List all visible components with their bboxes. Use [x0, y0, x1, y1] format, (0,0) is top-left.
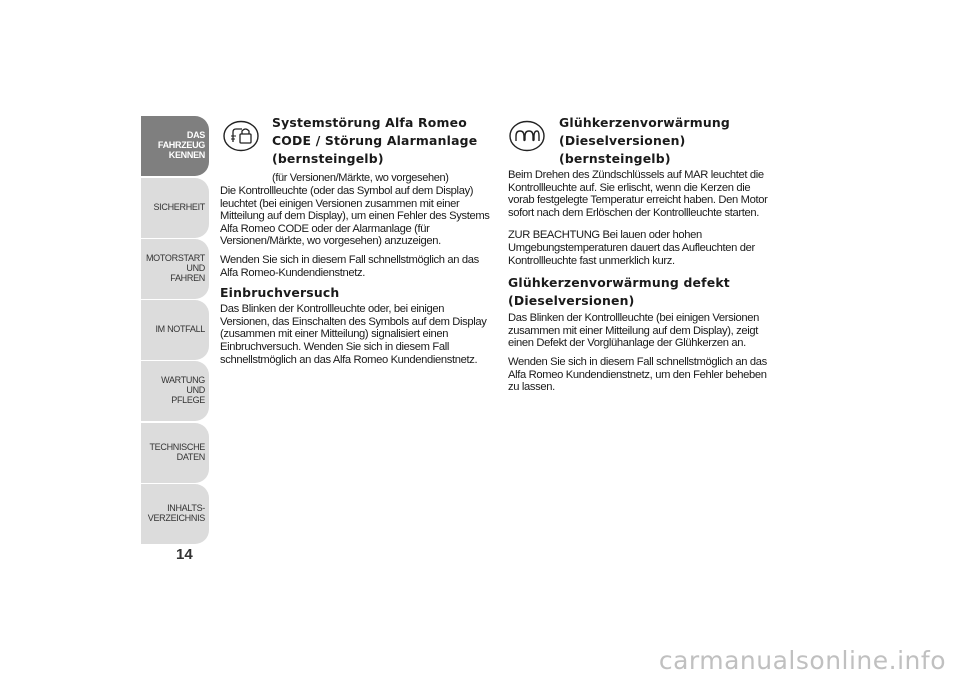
- left-title-block: [272, 117, 492, 185]
- alarm-lock-warning-icon: [222, 120, 260, 152]
- right-title-block: [559, 117, 779, 171]
- section-title-line: (bernsteingelb): [272, 151, 384, 166]
- section-heading-line: (Dieselversionen): [508, 293, 635, 309]
- section-title-line: (Dieselversionen): [559, 133, 686, 148]
- tab-inhaltsverzeichnis[interactable]: INHALTS- VERZEICHNIS: [141, 484, 209, 544]
- section-heading-line: Glühkerzenvorwärmung defekt: [508, 275, 730, 291]
- section-title-line: CODE / Störung Alarmanlage: [272, 133, 478, 148]
- section-title-line: Glühkerzenvorwärmung: [559, 115, 730, 130]
- tab-wartung-und-pflege[interactable]: WARTUNG UND PFLEGE: [141, 361, 209, 421]
- paragraph: Wenden Sie sich in diesem Fall schnellstmöglich an das Alfa Romeo-Kundendienstnetz.: [220, 253, 479, 279]
- page-number: 14: [176, 546, 193, 563]
- section-title-line: Systemstörung Alfa Romeo: [272, 115, 467, 130]
- section-heading: Einbruchversuch: [220, 285, 340, 301]
- section-subtitle: (für Versionen/Märkte, wo vorgesehen): [272, 172, 449, 184]
- glow-plug-icon: [508, 120, 546, 152]
- left-body: [220, 185, 494, 372]
- paragraph: Die Kontrollleuchte (oder das Symbol auf dem Display) leuchtet (bei einigen Versionen zusammen mit einer Mitteilung auf dem Display), um einen Fehler des Systems Alfa Romeo CODE oder der Alarmanlage (für Versionen/Märkte, wo vorgesehen) anzuzeigen.: [220, 185, 490, 248]
- tab-technische-daten[interactable]: TECHNISCHE DATEN: [141, 423, 209, 483]
- paragraph: ZUR BEACHTUNG Bei lauen oder hohen Umgebungstemperaturen dauert das Aufleuchten der Kontrollleuchte fast unmerklich kurz.: [508, 229, 755, 267]
- tab-motorstart-und-fahren[interactable]: MOTORSTART UND FAHREN: [141, 239, 209, 299]
- watermark: carmanualsonline.info: [658, 646, 946, 675]
- tab-das-fahrzeug-kennen[interactable]: DAS FAHRZEUG KENNEN: [141, 116, 209, 176]
- right-body: [508, 169, 778, 400]
- paragraph: Wenden Sie sich in diesem Fall schnellstmöglich an das Alfa Romeo Kundendienstnetz, um den Fehler beheben zu lassen.: [508, 355, 767, 394]
- tab-sicherheit[interactable]: SICHERHEIT: [141, 178, 209, 238]
- section-title-line: (bernsteingelb): [559, 151, 671, 166]
- paragraph: Beim Drehen des Zündschlüssels auf MAR leuchtet die Kontrollleuchte auf. Sie erlischt, wenn die Kerzen die vorab festgelegte Temperatur erreicht haben. Den Motor sofort nach dem Erlöschen der Kontrollleuchte starten.: [508, 169, 768, 219]
- tab-im-notfall[interactable]: IM NOTFALL: [141, 300, 209, 360]
- paragraph: Das Blinken der Kontrollleuchte (bei einigen Versionen zusammen mit einer Mitteilung auf dem Display), zeigt einen Defekt der Vorglühanlage der Glühkerzen an.: [508, 312, 760, 350]
- paragraph: Das Blinken der Kontrollleuchte oder, bei einigen Versionen, das Einschalten des Symbols auf dem Display (zusammen mit einer Mitteilung) signalisiert einen Einbruchversuch. Wenden Sie sich in diesem Fall schnellstmöglich an das Alfa Romeo Kundendienstnetz.: [220, 303, 487, 366]
